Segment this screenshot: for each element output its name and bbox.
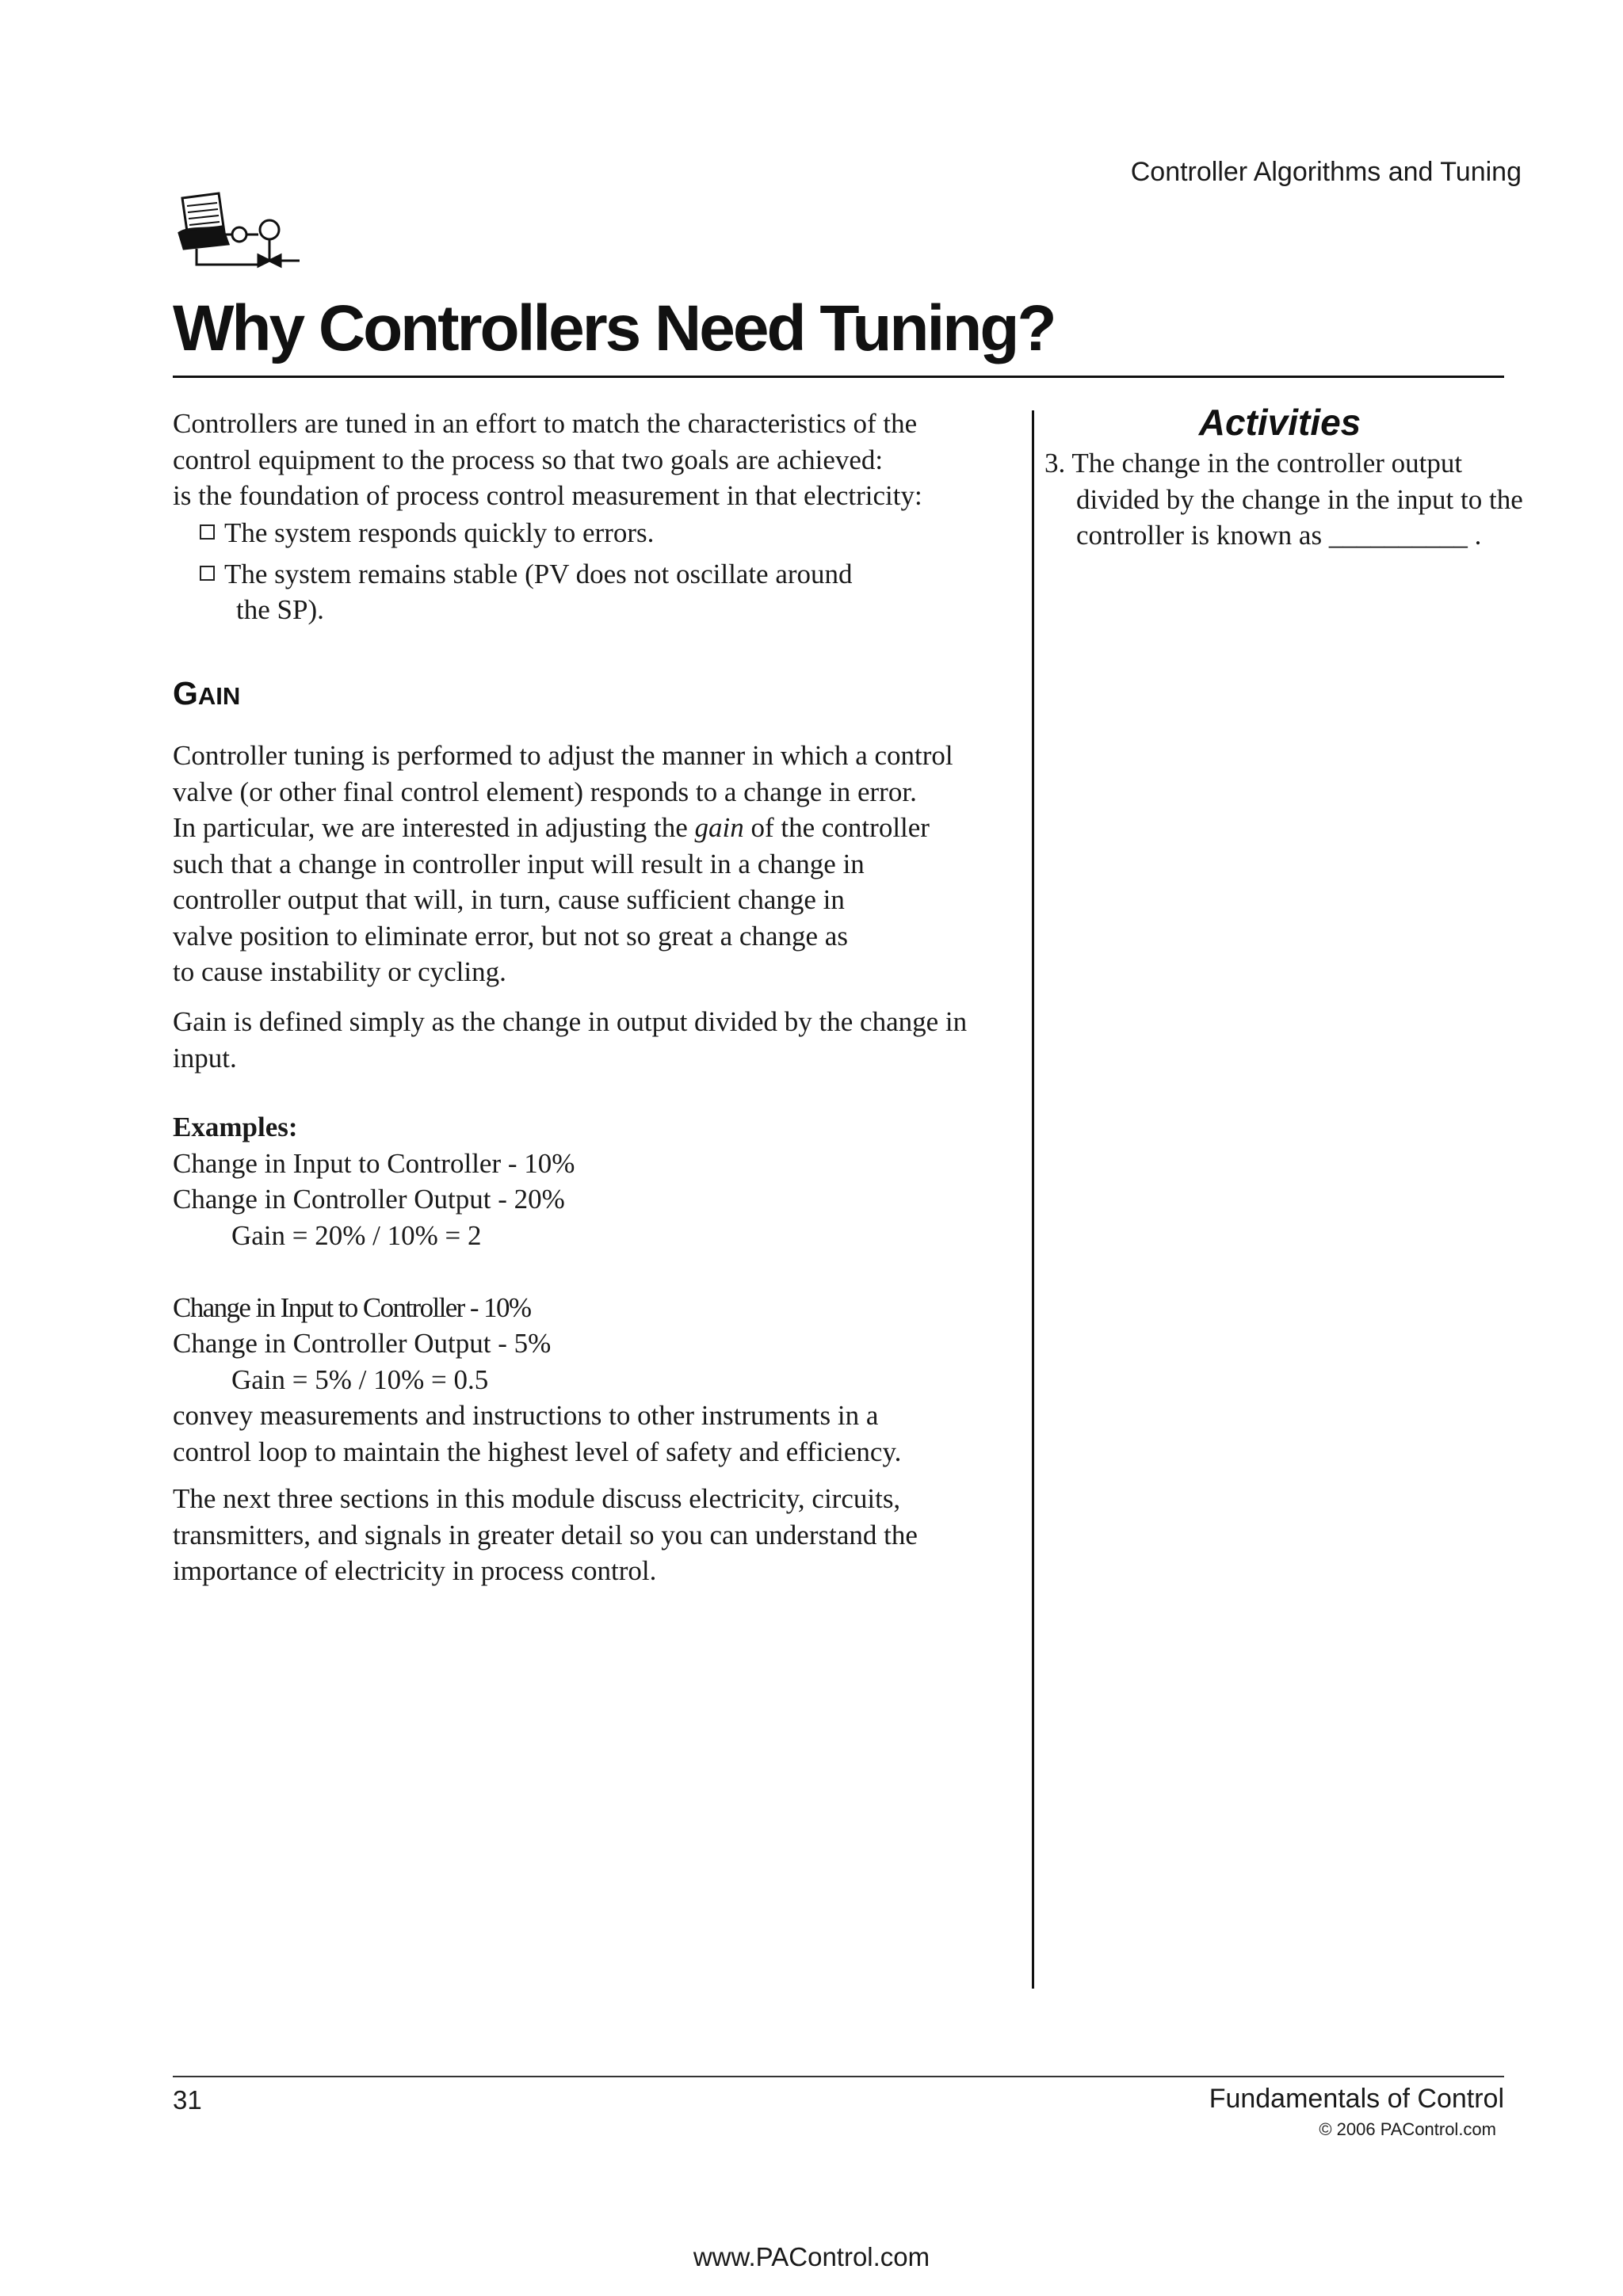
activity-line: 3. The change in the controller output [1044,448,1463,479]
gain-para-text: of the controller [743,812,930,843]
example-result: Gain = 5% / 10% = 0.5 [231,1363,489,1395]
checklist-item [200,515,1024,551]
gain-heading-initial: G [173,675,198,711]
gain-paragraph [173,738,1029,990]
checklist-item [200,556,1024,628]
gain-heading-rest: AIN [197,682,241,710]
example-line: Change in Input to Controller - 10% [173,1291,531,1323]
footer-rule [173,2076,1504,2077]
checklist-text-continued: the SP). [236,594,324,625]
example-line: control loop to maintain the highest level of safety and efficiency. [173,1436,902,1467]
column-divider [1032,410,1034,1989]
example-line: Change in Controller Output - 5% [173,1328,552,1359]
gain-para-line: valve (or other final control element) responds to a change in error. [173,776,917,807]
examples-block [173,1109,1029,1470]
intro-paragraph [173,406,1025,514]
goals-checklist [200,515,1024,633]
checkbox-bullet-icon [200,524,215,540]
page-title: Why Controllers Need Tuning? [173,292,1055,364]
title-rule [173,376,1504,378]
gain-para-line: controller output that will, in turn, cause sufficient change in [173,884,845,915]
site-url: www.PAControl.com [693,2242,930,2271]
intro-line: control equipment to the process so that two goals are achieved: [173,444,884,475]
intro-line: is the foundation of process control measurement in that electricity: [173,480,922,511]
gain-para-line: such that a change in controller input will result in a change in [173,848,865,879]
activity-line: controller is known as __________ . [1076,520,1482,551]
gain-para-text: In particular, we are interested in adjusting the [173,812,695,843]
examples-label: Examples: [173,1112,298,1142]
copyright-notice: © 2006 PAControl.com [1319,2119,1496,2139]
example-result: Gain = 20% / 10% = 2 [231,1219,482,1251]
gain-para-line: valve position to eliminate error, but not so great a change as [173,920,848,952]
intro-line: Controllers are tuned in an effort to match the characteristics of the [173,408,918,439]
example-line: Change in Input to Controller - 10% [173,1147,575,1179]
gain-definition: Gain is defined simply as the change in output divided by the change in input. [173,1006,968,1074]
closing-paragraph: The next three sections in this module discuss electricity, circuits, transmitters, and signals in greater detail so you can understand the importance of electricity in process control. [173,1483,918,1586]
gain-term: gain [694,812,744,843]
gain-para-line: Controller tuning is performed to adjust the manner in which a control [173,740,953,771]
activity-item-3 [1044,445,1599,554]
activity-line: divided by the change in the input to the [1076,483,1523,515]
running-header: Controller Algorithms and Tuning [1130,157,1522,187]
activities-title: Activities [1198,402,1361,443]
gain-heading [173,675,240,712]
example-line: convey measurements and instructions to other instruments in a [173,1400,879,1431]
example-line: Change in Controller Output - 20% [173,1184,565,1215]
gain-para-line [173,810,1029,846]
footer-book-title: Fundamentals of Control [1209,2084,1504,2114]
checklist-text: The system remains stable (PV does not oscillate around [224,558,853,589]
checkbox-bullet-icon [200,566,215,581]
control-loop-logo [173,187,307,280]
gain-para-line: to cause instability or cycling. [173,956,506,987]
checklist-text: The system responds quickly to errors. [224,517,655,548]
spacer [173,1253,1029,1290]
page-number: 31 [173,2085,202,2115]
